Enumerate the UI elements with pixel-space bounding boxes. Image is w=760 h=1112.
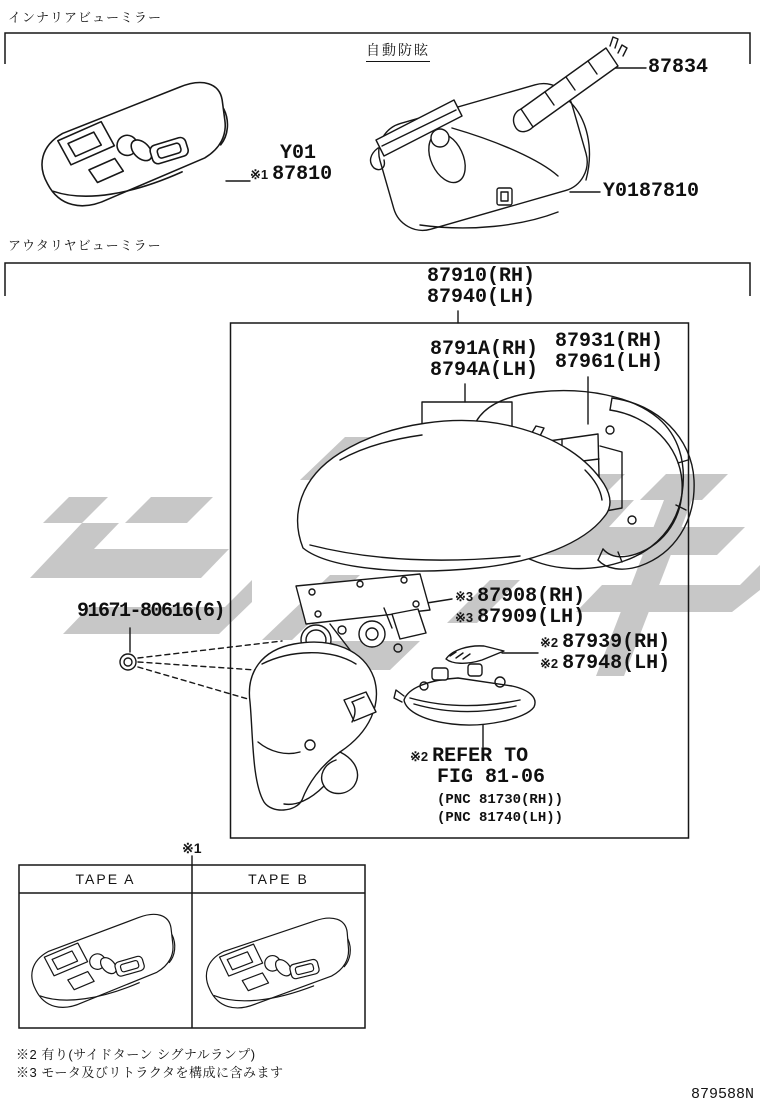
spacer-lh: 87948(LH)	[562, 652, 671, 675]
pnc-lh: (PNC 81740(LH))	[437, 810, 564, 826]
ring-rh: 87931(RH)	[555, 330, 664, 353]
callout-screw: 91671-80616(6)	[77, 600, 225, 623]
ring-lh: 87961(LH)	[555, 351, 664, 374]
spacer-blade-drawing	[446, 646, 504, 663]
auto-dim-heading: 自動防眩	[366, 40, 430, 62]
callout-87810-code: Y01	[280, 142, 317, 165]
note-2: ※2 有り(サイドターン シグナルランプ)	[16, 1047, 256, 1062]
callout-87810	[250, 143, 332, 185]
document-number: 879588N	[691, 1086, 755, 1103]
table-ref-mark: ※1	[182, 840, 202, 856]
mirror-unit-lh: 87909(LH)	[477, 606, 586, 629]
ref-mark-2: ※2	[540, 634, 559, 650]
spacer-rh: 87939(RH)	[562, 631, 671, 654]
callout-cover	[430, 339, 538, 381]
refer-to-text: REFER TO	[432, 745, 529, 768]
assy-lh: 87940(LH)	[427, 286, 536, 309]
inner-mirror-drawing	[31, 76, 241, 216]
tape-a-mirror-drawing	[24, 910, 185, 1015]
note-3: ※3 モータ及びリトラクタを構成に含みます	[16, 1065, 284, 1080]
callout-87834: 87834	[648, 56, 709, 79]
pnc-rh: (PNC 81730(RH))	[437, 792, 564, 808]
ref-mark-2: ※2	[410, 748, 429, 764]
callout-signal-lamp	[410, 746, 563, 827]
tape-b-header: TAPE B	[248, 871, 309, 887]
fig-number: FIG 81-06	[437, 766, 546, 789]
callout-ring	[555, 331, 663, 373]
signal-lamp-drawing	[394, 664, 535, 725]
screw-drawing	[120, 654, 136, 670]
callout-mirror-unit	[455, 586, 585, 628]
ref-mark-3: ※3	[455, 588, 474, 604]
ref-mark-2: ※2	[540, 655, 559, 671]
inner-section-title: インナリアビューミラー	[8, 10, 163, 25]
tape-a-header: TAPE A	[75, 871, 136, 887]
callout-assy	[427, 266, 535, 308]
outer-section-title: アウタリヤビューミラー	[8, 238, 162, 253]
outer-mirror-section-frame	[5, 263, 750, 296]
mirror-unit-rh: 87908(RH)	[477, 585, 586, 608]
tape-b-mirror-drawing	[199, 914, 359, 1015]
ref-mark-1: ※1	[250, 166, 269, 182]
mirror-base-drawing	[249, 642, 376, 810]
callout-spacer	[540, 632, 670, 674]
callout-87810-number: 87810	[272, 163, 333, 186]
cover-lh: 8794A(LH)	[430, 359, 539, 382]
cover-rh: 8791A(RH)	[430, 338, 539, 361]
ref-mark-3: ※3	[455, 609, 474, 625]
callout-y0187810: Y0187810	[603, 180, 700, 203]
assy-rh: 87910(RH)	[427, 265, 536, 288]
